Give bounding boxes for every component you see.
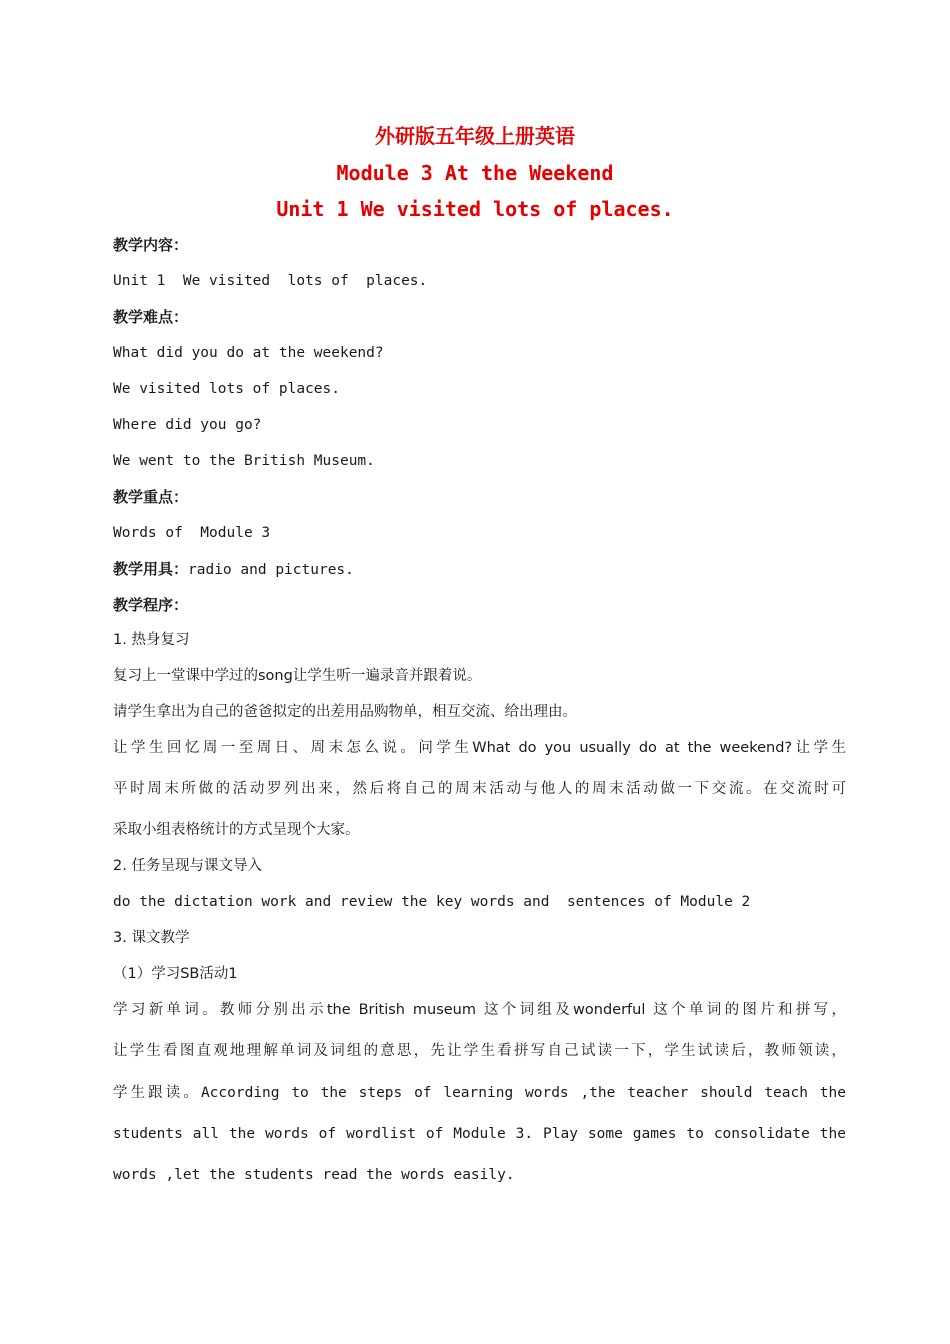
step1-line: 采取小组表格统计的方式呈现个大家。 (113, 822, 360, 838)
key-points-text: Words of Module 3 (113, 525, 271, 541)
difficulty-line: Where did you go? (113, 417, 262, 433)
step2-text: do the dictation work and review the key words and sentences of Module 2 (113, 894, 751, 910)
difficulty-line: We visited lots of places. (113, 381, 340, 397)
difficulty-line: What did you do at the weekend? (113, 345, 384, 361)
document-title-cn: 外研版五年级上册英语 (375, 124, 575, 148)
key-points-label: 教学重点： (113, 488, 189, 506)
step3-line: 让学生看图直观地理解单词及词组的意思，先让学生看拼写自己试读一下，学生试读后，教师领读， (113, 1043, 846, 1059)
step1-line: 让学生回忆周一至周日、周末怎么说。问学生What do you usually do at the weekend?让学生 (113, 740, 846, 756)
teaching-tools-line (113, 559, 354, 580)
teaching-tools-text: radio and pictures. (188, 562, 354, 578)
step3-line: 学生跟读。According to the steps of learning words ,the teacher should teach the (113, 1085, 846, 1101)
step1-line: 复习上一堂课中学过的song让学生听一遍录音并跟着说。 (113, 668, 482, 684)
step1-title: 1. 热身复习 (113, 632, 190, 648)
step3-subtitle: （1）学习SB活动1 (113, 966, 238, 982)
difficulty-line: We went to the British Museum. (113, 453, 375, 469)
procedure-label: 教学程序： (113, 596, 189, 614)
module-title: Module 3 At the Weekend (336, 161, 614, 185)
difficulty-label: 教学难点： (113, 308, 189, 326)
step2-title: 2. 任务呈现与课文导入 (113, 858, 262, 874)
content-text: Unit 1 We visited lots of places. (113, 273, 428, 289)
step3-line: words ,let the students read the words easily. (113, 1167, 515, 1183)
step1-line: 请学生拿出为自己的爸爸拟定的出差用品购物单，相互交流、给出理由。 (113, 704, 577, 720)
teaching-tools-label: 教学用具： (113, 560, 189, 578)
step3-line: 学习新单词。教师分别出示the British museum 这个词组及wonderful 这个单词的图片和拼写， (113, 1002, 846, 1018)
content-label: 教学内容： (113, 236, 189, 254)
step3-title: 3. 课文教学 (113, 930, 190, 946)
step1-line: 平时周末所做的活动罗列出来，然后将自己的周末活动与他人的周末活动做一下交流。在交流时可 (113, 781, 846, 797)
unit-title: Unit 1 We visited lots of places. (276, 197, 674, 221)
step3-line: students all the words of wordlist of Module 3. Play some games to consolidate the (113, 1126, 846, 1142)
